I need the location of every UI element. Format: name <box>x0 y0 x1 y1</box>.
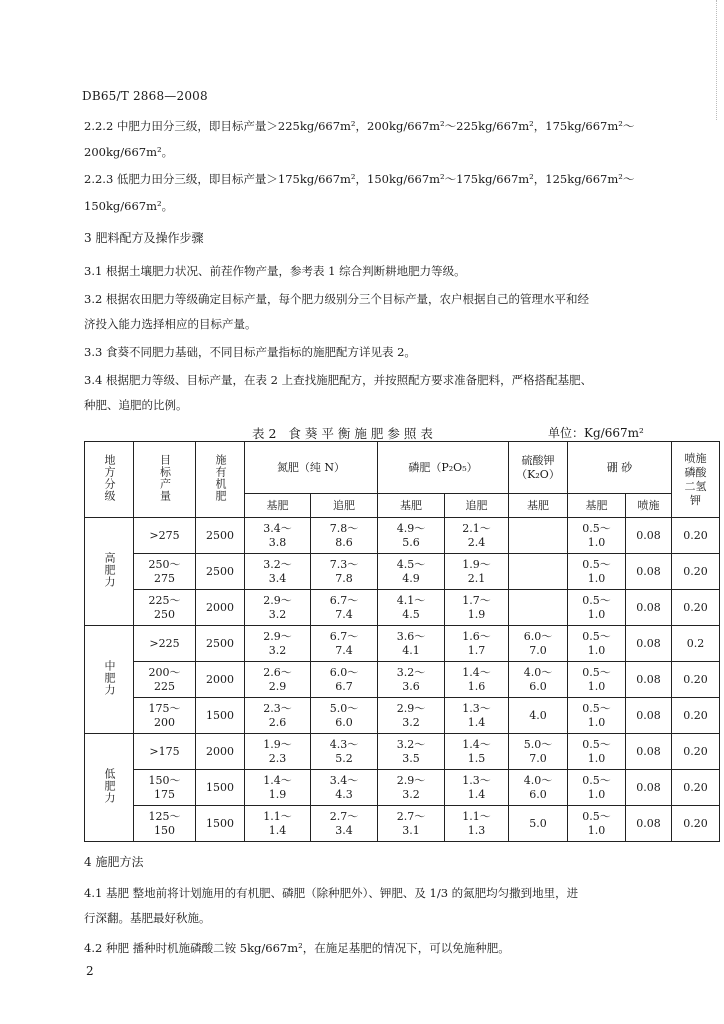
borax-base-cell: 0.5～ 1.0 <box>568 734 626 770</box>
header-organic: 施有机肥 <box>196 442 245 518</box>
borax-base-cell: 0.5～ 1.0 <box>568 770 626 806</box>
phosphorus-base-cell: 2.7～ 3.1 <box>378 806 445 842</box>
potassium-base-cell: 4.0～ 6.0 <box>509 770 568 806</box>
table-row <box>85 590 720 626</box>
borax-spray-cell: 0.08 <box>626 806 672 842</box>
target-yield-cell: >225 <box>134 626 196 662</box>
kh2po4-cell: 0.2 <box>672 626 720 662</box>
table-row <box>85 662 720 698</box>
nitrogen-base-cell: 2.3～ 2.6 <box>245 698 311 734</box>
subheader-b-spray: 喷施 <box>626 494 672 518</box>
potassium-base-cell: 4.0～ 6.0 <box>509 662 568 698</box>
kh2po4-cell: 0.20 <box>672 770 720 806</box>
borax-spray-cell: 0.08 <box>626 590 672 626</box>
nitrogen-base-cell: 3.2～ 3.4 <box>245 554 311 590</box>
scan-edge-artifact <box>716 0 724 120</box>
kh2po4-cell: 0.20 <box>672 698 720 734</box>
organic-fertilizer-cell: 2000 <box>196 734 245 770</box>
nitrogen-top-cell: 5.0～ 6.0 <box>311 698 378 734</box>
nitrogen-top-cell: 6.7～ 7.4 <box>311 590 378 626</box>
phosphorus-top-cell: 1.1～ 1.3 <box>445 806 509 842</box>
organic-fertilizer-cell: 1500 <box>196 806 245 842</box>
section-4-heading: 4 施肥方法 <box>84 855 144 869</box>
subheader-n-base: 基肥 <box>245 494 311 518</box>
phosphorus-top-cell: 1.4～ 1.5 <box>445 734 509 770</box>
nitrogen-top-cell: 6.0～ 6.7 <box>311 662 378 698</box>
borax-base-cell: 0.5～ 1.0 <box>568 518 626 554</box>
target-yield-cell: 125～ 150 <box>134 806 196 842</box>
borax-base-cell: 0.5～ 1.0 <box>568 806 626 842</box>
phosphorus-base-cell: 3.2～ 3.6 <box>378 662 445 698</box>
paragraph-3-3: 3.3 食葵不同肥力基础，不同目标产量指标的施肥配方详见表 2。 <box>84 345 416 359</box>
target-yield-cell: 225～ 250 <box>134 590 196 626</box>
potassium-base-cell: 5.0 <box>509 806 568 842</box>
paragraph-4-1-line1: 4.1 基肥 整地前将计划施用的有机肥、磷肥（除种肥外）、钾肥、及 1/3 的氮肥均匀撒到地里，进 <box>84 886 579 900</box>
phosphorus-top-cell: 1.9～ 2.1 <box>445 554 509 590</box>
paragraph-3-4-line2: 种肥、追肥的比例。 <box>84 398 188 412</box>
fertility-group-cell: 中肥力 <box>85 626 134 734</box>
subheader-p-top: 追肥 <box>445 494 509 518</box>
table-row <box>85 626 720 662</box>
table-row <box>85 554 720 590</box>
table-row <box>85 698 720 734</box>
phosphorus-top-cell: 1.7～ 1.9 <box>445 590 509 626</box>
phosphorus-base-cell: 4.5～ 4.9 <box>378 554 445 590</box>
borax-base-cell: 0.5～ 1.0 <box>568 554 626 590</box>
paragraph-3-2-line2: 济投入能力选择相应的目标产量。 <box>84 317 257 331</box>
subheader-b-base: 基肥 <box>568 494 626 518</box>
target-yield-cell: 150～ 175 <box>134 770 196 806</box>
phosphorus-base-cell: 2.9～ 3.2 <box>378 698 445 734</box>
paragraph-2-2-3-line2: 150kg/667m²。 <box>84 199 174 213</box>
paragraph-2-2-2-line2: 200kg/667m²。 <box>84 145 174 159</box>
paragraph-2-2-3-line1: 2.2.3 低肥力田分三级，即目标产量＞175kg/667m²，150kg/667m²～175kg/667m²，125kg/667m²～ <box>84 172 635 186</box>
phosphorus-top-cell: 1.3～ 1.4 <box>445 770 509 806</box>
potassium-base-cell: 5.0～ 7.0 <box>509 734 568 770</box>
organic-fertilizer-cell: 2500 <box>196 626 245 662</box>
table-unit: 单位：Kg/667m² <box>548 426 644 440</box>
phosphorus-base-cell: 3.2～ 3.5 <box>378 734 445 770</box>
paragraph-3-2-line1: 3.2 根据农田肥力等级确定目标产量，每个肥力级别分三个目标产量，农户根据自己的管理水平和经 <box>84 292 589 306</box>
borax-base-cell: 0.5～ 1.0 <box>568 626 626 662</box>
subheader-k-base: 基肥 <box>509 494 568 518</box>
target-yield-cell: >175 <box>134 734 196 770</box>
organic-fertilizer-cell: 2000 <box>196 662 245 698</box>
nitrogen-base-cell: 1.1～ 1.4 <box>245 806 311 842</box>
table-title: 表2 食葵平衡施肥参照表 <box>252 426 437 441</box>
header-phosphorus: 磷肥（P₂O₅） <box>378 442 509 494</box>
phosphorus-base-cell: 2.9～ 3.2 <box>378 770 445 806</box>
phosphorus-top-cell: 1.3～ 1.4 <box>445 698 509 734</box>
header-borax: 硼 砂 <box>568 442 672 494</box>
potassium-base-cell <box>509 518 568 554</box>
fertility-group-cell: 高肥力 <box>85 518 134 626</box>
kh2po4-cell: 0.20 <box>672 806 720 842</box>
header-region: 地方分级 <box>85 442 134 518</box>
borax-base-cell: 0.5～ 1.0 <box>568 662 626 698</box>
table-row <box>85 770 720 806</box>
borax-spray-cell: 0.08 <box>626 734 672 770</box>
paragraph-3-4-line1: 3.4 根据肥力等级、目标产量，在表 2 上查找施肥配方，并按照配方要求准备肥料，严格搭配基肥、 <box>84 373 593 387</box>
borax-spray-cell: 0.08 <box>626 626 672 662</box>
nitrogen-base-cell: 1.9～ 2.3 <box>245 734 311 770</box>
borax-spray-cell: 0.08 <box>626 662 672 698</box>
paragraph-3-1: 3.1 根据土壤肥力状况、前茬作物产量，参考表 1 综合判断耕地肥力等级。 <box>84 264 466 278</box>
nitrogen-base-cell: 3.4～ 3.8 <box>245 518 311 554</box>
nitrogen-top-cell: 2.7～ 3.4 <box>311 806 378 842</box>
phosphorus-top-cell: 1.6～ 1.7 <box>445 626 509 662</box>
table-row <box>85 518 720 554</box>
header-target-yield: 目标产量 <box>134 442 196 518</box>
borax-base-cell: 0.5～ 1.0 <box>568 590 626 626</box>
section-3-heading: 3 肥料配方及操作步骤 <box>84 231 204 245</box>
subheader-n-top: 追肥 <box>311 494 378 518</box>
header-nitrogen: 氮肥（纯 N） <box>245 442 378 494</box>
potassium-base-cell <box>509 554 568 590</box>
organic-fertilizer-cell: 1500 <box>196 698 245 734</box>
nitrogen-top-cell: 3.4～ 4.3 <box>311 770 378 806</box>
potassium-base-cell: 4.0 <box>509 698 568 734</box>
nitrogen-top-cell: 7.3～ 7.8 <box>311 554 378 590</box>
organic-fertilizer-cell: 2500 <box>196 518 245 554</box>
nitrogen-base-cell: 2.6～ 2.9 <box>245 662 311 698</box>
kh2po4-cell: 0.20 <box>672 518 720 554</box>
paragraph-4-2: 4.2 种肥 播种时机施磷酸二铵 5kg/667m²，在施足基肥的情况下，可以免施种肥。 <box>84 941 510 955</box>
organic-fertilizer-cell: 2000 <box>196 590 245 626</box>
document-code-header: DB65/T 2868—2008 <box>82 89 208 103</box>
target-yield-cell: 200～ 225 <box>134 662 196 698</box>
target-yield-cell: 250～ 275 <box>134 554 196 590</box>
table-row <box>85 734 720 770</box>
nitrogen-top-cell: 4.3～ 5.2 <box>311 734 378 770</box>
nitrogen-top-cell: 7.8～ 8.6 <box>311 518 378 554</box>
header-kh2po4: 喷施 磷酸 二氢 钾 <box>672 442 720 518</box>
table-row <box>85 806 720 842</box>
borax-base-cell: 0.5～ 1.0 <box>568 698 626 734</box>
potassium-base-cell: 6.0～ 7.0 <box>509 626 568 662</box>
nitrogen-base-cell: 1.4～ 1.9 <box>245 770 311 806</box>
target-yield-cell: 175～ 200 <box>134 698 196 734</box>
kh2po4-cell: 0.20 <box>672 554 720 590</box>
kh2po4-cell: 0.20 <box>672 590 720 626</box>
fertilizer-reference-table <box>84 441 720 842</box>
kh2po4-cell: 0.20 <box>672 734 720 770</box>
phosphorus-top-cell: 2.1～ 2.4 <box>445 518 509 554</box>
borax-spray-cell: 0.08 <box>626 554 672 590</box>
borax-spray-cell: 0.08 <box>626 698 672 734</box>
phosphorus-base-cell: 4.9～ 5.6 <box>378 518 445 554</box>
target-yield-cell: >275 <box>134 518 196 554</box>
page-number: 2 <box>86 964 94 978</box>
organic-fertilizer-cell: 2500 <box>196 554 245 590</box>
paragraph-4-1-line2: 行深翻。基肥最好秋施。 <box>84 911 211 925</box>
borax-spray-cell: 0.08 <box>626 770 672 806</box>
kh2po4-cell: 0.20 <box>672 662 720 698</box>
paragraph-2-2-2-line1: 2.2.2 中肥力田分三级，即目标产量＞225kg/667m²，200kg/667m²～225kg/667m²，175kg/667m²～ <box>84 119 635 133</box>
nitrogen-base-cell: 2.9～ 3.2 <box>245 626 311 662</box>
nitrogen-base-cell: 2.9～ 3.2 <box>245 590 311 626</box>
phosphorus-base-cell: 3.6～ 4.1 <box>378 626 445 662</box>
nitrogen-top-cell: 6.7～ 7.4 <box>311 626 378 662</box>
phosphorus-base-cell: 4.1～ 4.5 <box>378 590 445 626</box>
organic-fertilizer-cell: 1500 <box>196 770 245 806</box>
borax-spray-cell: 0.08 <box>626 518 672 554</box>
fertility-group-cell: 低肥力 <box>85 734 134 842</box>
potassium-base-cell <box>509 590 568 626</box>
subheader-p-base: 基肥 <box>378 494 445 518</box>
header-potassium: 硫酸钾 （K₂O） <box>509 442 568 494</box>
phosphorus-top-cell: 1.4～ 1.6 <box>445 662 509 698</box>
